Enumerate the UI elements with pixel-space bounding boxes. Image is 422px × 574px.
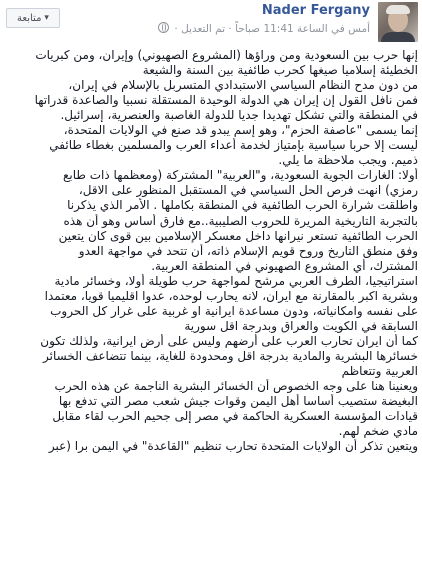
post-header (0, 0, 422, 46)
post-line: من دون مدح النظام السياسي الاستبدادي المتسربل بالإسلام في إيران، (68, 78, 418, 93)
post-line: العربية وتتعاظم (341, 363, 418, 378)
post-line: خسائرها البشرية والمادية بدرجة اقل ومحدودة للغاية، بينما تتضاعف الخسائر (43, 348, 418, 363)
avatar-shirt (381, 32, 415, 42)
post-line: استراتيجيا، الطرف العربي مرشح لمواجهة حرب طويلة أولا، وخسائر مادية (54, 273, 418, 288)
post-timestamp[interactable]: أمس في الساعة 11:41 صباحاً (235, 23, 370, 35)
post-line: ذميم. ويجب ملاحظة ما يلي. (278, 153, 418, 168)
globe-icon[interactable] (158, 22, 169, 33)
edited-label[interactable]: تم التعديل (181, 23, 226, 35)
post-body (4, 48, 418, 454)
post-line: قيادات المؤسسة العسكرية الحاكمة في مصر إلى جحيم الحرب لقاء مقابل (52, 409, 418, 424)
post-line: المشترك، أي المشروع الصهيوني في المنطقة العربية. (151, 258, 418, 273)
follow-button-label: متابعة (17, 12, 42, 24)
post-line: على نفسه وامكانياته، ودون مساعدة ايرانية او غربية على غرار كل الحروب (50, 303, 418, 318)
post-line: إنها حرب بين السعودية ومن وراؤها (المشروع الصهيوني) وإيران، ومن كبريات (35, 48, 418, 62)
post-line: ويعنينا هنا على وجه الخصوص أن الخسائر البشرية الناجمة عن هذه الحرب (54, 379, 418, 394)
post-line: بالتجربة التاريخية المريرة للحروب الصليبية..مع فارق أساس وهو أن هذه (63, 213, 418, 228)
avatar-hair (386, 5, 410, 14)
post-line: فمن نافل القول إن إيران هي الدولة الوحيدة المستقلة نسبيا والصاعدة قدراتها (34, 93, 418, 108)
post-line: ليست إلا حربا سياسية بإمتياز لخدمة أعداء العرب والمسلمين بغطاء طائفي (49, 138, 418, 153)
meta-separator: · (225, 23, 232, 35)
post-meta (158, 22, 370, 35)
dropdown-icon: ▾ (44, 13, 49, 23)
avatar[interactable] (378, 2, 418, 42)
post-line: إنما يسمى "عاصفة الحزم"، وهو إسم يبدو قد صنع في الولايات المتحدة، (63, 123, 418, 138)
post-line: وفق منطق التاريخ وروح قويم الإسلام ذاته، أن تتحد في مواجهة العدو (78, 243, 418, 258)
post-line: البغيضة ستصيب أساسا أهل اليمن وقوات جيش شعب مصر التي تدفع بها (58, 394, 418, 409)
follow-button[interactable] (6, 8, 60, 28)
post-line: ويتعين تذكر أن الولايات المتحدة تحارب تنظيم "القاعدة" في اليمن برا (عبر (48, 439, 418, 454)
post-line: الحرب الطائفية تستعر نيرانها داخل معسكر الإسلامين بين قوى كان يتعين (58, 228, 418, 243)
meta-separator: · (171, 23, 178, 35)
post-line: وبشرية اكبر بالمقارنة مع ايران، لانه يحارب لوحده، عدوا اقليميا قويا، معتمدا (44, 288, 418, 303)
author-name[interactable]: Nader Fergany (261, 3, 370, 18)
post-line: في المنطقة والتي تشكل تهديدا جديا للدولة الغاصبة والعنصرية، إسرائيل. (60, 108, 418, 123)
post-line: أولا: الغارات الجوية السعودية، و"العربية" المشتركة (ومعظمها ذات طابع (63, 168, 418, 183)
post-line: رمزي) انهت فرص الحل السياسي في المستقبل المنظور على الاقل، (78, 183, 418, 198)
post-line: الخطيئة إسلاميا صيغها كحرب طائفية بين السنة والشيعة (142, 63, 418, 78)
post-line: مادي ضخم لهم. (338, 424, 418, 439)
post-line: واطلقت شرارة الحرب الطائفية في المنطقة بكاملها . الأمر الذي يذكرنا (67, 198, 418, 213)
post-line: كما أن ايران تحارب العرب على أرضهم وليس على أرض ايرانية، ولذلك تكون (40, 333, 418, 348)
post-line: السابقة في الكويت والعراق وبدرجة اقل سورية (184, 318, 418, 333)
